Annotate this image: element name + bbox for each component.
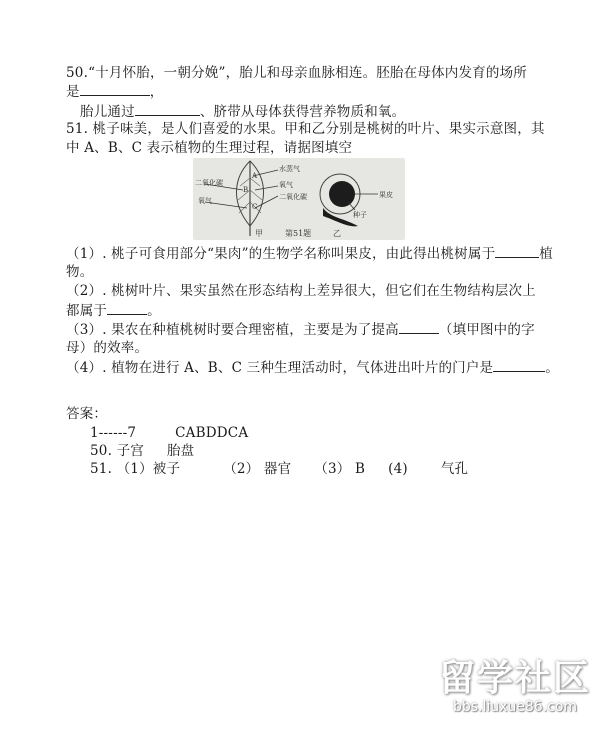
answer-mc-row — [90, 424, 248, 442]
answer-heading: 答案： — [66, 406, 108, 422]
answer-51-num: 51. — [90, 461, 113, 477]
q50-blank-2 — [135, 102, 200, 116]
q51-sub3-text: （3）. 果农在种植桃树时要合理密植，主要是为了提高 — [66, 322, 399, 338]
q51-sub3-suffix: （填甲图中的字 — [438, 322, 535, 338]
q51-sub4-suffix: 。 — [545, 360, 559, 376]
answer-51-row — [90, 460, 468, 478]
q50-line1: 50.“十月怀胎，一朝分娩”，胎儿和母亲血脉相连。胚胎在母体内发育的场所 — [66, 65, 527, 81]
q51-line2: 中 A、B、C 表示植物的生理过程，请据图填空 — [66, 140, 353, 156]
label-process-c: C — [252, 203, 258, 211]
q50-line3 — [80, 102, 405, 121]
label-water-vapor: 水蒸气 — [279, 165, 300, 173]
q51-line1: 51. 桃子味美，是人们喜爱的水果。甲和乙分别是桃树的叶片、果实示意图，其 — [66, 121, 545, 137]
answer-51-4-label: (4) — [388, 461, 408, 477]
answer-50-2: 胎盘 — [166, 443, 195, 459]
answer-51-4: 气孔 — [440, 461, 469, 477]
answer-mc-values: CABDDCA — [175, 425, 249, 441]
q51-sub2-line2 — [66, 301, 161, 320]
q51-sub1-line2: 物。 — [66, 264, 94, 280]
label-o2-left: 氧气 — [198, 197, 212, 205]
label-o2-right: 氧气 — [279, 181, 293, 189]
answer-51-3-label: （3） — [314, 461, 351, 477]
q50-line2 — [66, 82, 163, 101]
answer-51-1-label: （1） — [116, 461, 153, 477]
q51-sub2-blank — [107, 301, 147, 315]
q51-sub4-blank — [493, 358, 545, 372]
answer-50-num: 50. — [90, 443, 113, 459]
answer-50-1: 子宫 — [116, 443, 144, 459]
label-peel: 果皮 — [379, 191, 393, 199]
label-co2-left: 二氧化碳 — [195, 179, 223, 187]
q51-sub2-line1: （2）. 桃树叶片、果实虽然在形态结构上差异很大，但它们在生物结构层次上 — [66, 283, 536, 299]
answer-51-1: 被子 — [152, 461, 181, 477]
watermark-url: bbs.liuxue86.com — [452, 699, 578, 715]
q51-figure — [193, 158, 405, 240]
q51-sub1-text: （1）. 桃子可食用部分“果肉”的生物学名称叫果皮，由此得出桃树属于 — [66, 246, 496, 262]
q51-sub4 — [66, 358, 559, 377]
label-process-b: B — [243, 186, 249, 194]
answer-50-row — [90, 442, 194, 460]
q51-sub1-blank — [495, 244, 539, 258]
q50-blank-1 — [80, 82, 150, 96]
q51-sub1-suffix: 植 — [539, 246, 553, 262]
watermark — [435, 660, 595, 720]
q51-sub1 — [66, 244, 553, 263]
caption-jia: 甲 — [255, 229, 263, 238]
q51-sub3 — [66, 320, 535, 339]
q50-line3-prefix: 胎儿通过 — [80, 104, 135, 120]
answer-51-3: B — [355, 461, 366, 477]
q50-line2-prefix: 是 — [66, 84, 80, 100]
q51-sub2-text: 都属于 — [66, 303, 108, 319]
q51-sub4-text: （4）. 植物在进行 A、B、C 三种生理活动时，气体进出叶片的门户是 — [66, 360, 494, 376]
answer-mc-range: 1------7 — [90, 425, 137, 441]
answer-51-2-label: （2） — [223, 461, 260, 477]
watermark-title: 留学社区 — [438, 658, 591, 699]
caption-title: 第51题 — [285, 229, 312, 238]
q51-sub3-line2: 母）的效率。 — [66, 340, 149, 356]
label-co2-right: 二氧化碳 — [279, 193, 307, 201]
label-seed: 种子 — [353, 211, 367, 219]
q50-line3-suffix: 、脐带从母体获得营养物质和氧。 — [199, 104, 406, 120]
q50-line2-suffix: ， — [149, 84, 164, 100]
q51-sub2-suffix: 。 — [147, 303, 161, 319]
answer-51-2: 器官 — [263, 461, 292, 477]
label-process-a: A — [252, 172, 258, 180]
q51-sub3-blank — [399, 320, 439, 334]
caption-yi: 乙 — [333, 229, 341, 238]
